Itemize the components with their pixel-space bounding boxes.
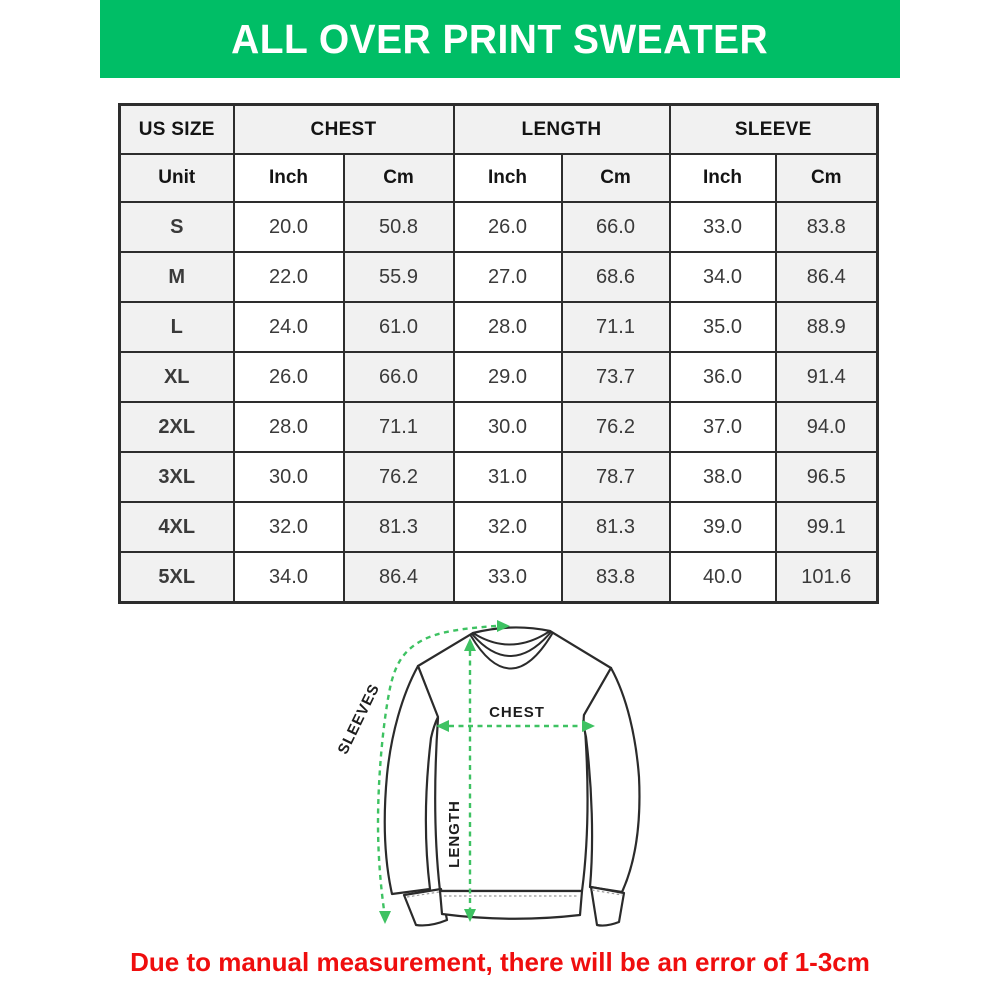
- value-cell: 71.1: [344, 402, 454, 452]
- value-cell: 26.0: [234, 352, 344, 402]
- value-cell: 35.0: [670, 302, 776, 352]
- value-cell: 61.0: [344, 302, 454, 352]
- value-cell: 32.0: [454, 502, 562, 552]
- unit-cell: Cm: [776, 154, 878, 202]
- table-row-4xl: [120, 502, 878, 552]
- value-cell: 55.9: [344, 252, 454, 302]
- unit-cell: Inch: [454, 154, 562, 202]
- unit-cell: Cm: [562, 154, 670, 202]
- value-cell: 96.5: [776, 452, 878, 502]
- sleeve-arrowhead-bottom: [379, 911, 391, 924]
- value-cell: 30.0: [234, 452, 344, 502]
- value-cell: 33.0: [454, 552, 562, 603]
- size-label: 3XL: [120, 452, 234, 502]
- value-cell: 76.2: [344, 452, 454, 502]
- value-cell: 22.0: [234, 252, 344, 302]
- table-row-3xl: [120, 452, 878, 502]
- value-cell: 34.0: [670, 252, 776, 302]
- value-cell: 71.1: [562, 302, 670, 352]
- table-row-l: [120, 302, 878, 352]
- value-cell: 83.8: [562, 552, 670, 603]
- table-row-xl: [120, 352, 878, 402]
- value-cell: 81.3: [562, 502, 670, 552]
- value-cell: 37.0: [670, 402, 776, 452]
- col-header-chest: CHEST: [234, 105, 454, 155]
- value-cell: 86.4: [776, 252, 878, 302]
- value-cell: 94.0: [776, 402, 878, 452]
- value-cell: 29.0: [454, 352, 562, 402]
- table-row-s: [120, 202, 878, 252]
- value-cell: 83.8: [776, 202, 878, 252]
- value-cell: 28.0: [234, 402, 344, 452]
- value-cell: 73.7: [562, 352, 670, 402]
- value-cell: 33.0: [670, 202, 776, 252]
- value-cell: 31.0: [454, 452, 562, 502]
- value-cell: 39.0: [670, 502, 776, 552]
- value-cell: 88.9: [776, 302, 878, 352]
- col-header-length: LENGTH: [454, 105, 670, 155]
- table-unit-row: [120, 154, 878, 202]
- unit-cell: Cm: [344, 154, 454, 202]
- table-group-header-row: [120, 105, 878, 155]
- value-cell: 78.7: [562, 452, 670, 502]
- value-cell: 28.0: [454, 302, 562, 352]
- page-title: ALL OVER PRINT SWEATER: [231, 15, 769, 62]
- table-row-m: [120, 252, 878, 302]
- sweater-measurement-diagram: [318, 603, 702, 948]
- sleeves-label: SLEEVES: [334, 681, 384, 757]
- value-cell: 40.0: [670, 552, 776, 603]
- length-label: LENGTH: [446, 800, 463, 868]
- sweater-right-sleeve: [584, 668, 640, 892]
- measurement-disclaimer: Due to manual measurement, there will be an error of 1-3cm: [130, 947, 870, 977]
- value-cell: 76.2: [562, 402, 670, 452]
- value-cell: 27.0: [454, 252, 562, 302]
- value-cell: 50.8: [344, 202, 454, 252]
- unit-cell: Inch: [234, 154, 344, 202]
- value-cell: 24.0: [234, 302, 344, 352]
- chest-label: CHEST: [489, 704, 545, 721]
- value-cell: 34.0: [234, 552, 344, 603]
- unit-label: Unit: [120, 154, 234, 202]
- value-cell: 36.0: [670, 352, 776, 402]
- value-cell: 81.3: [344, 502, 454, 552]
- unit-cell: Inch: [670, 154, 776, 202]
- size-label: 5XL: [120, 552, 234, 603]
- size-label: L: [120, 302, 234, 352]
- value-cell: 101.6: [776, 552, 878, 603]
- size-label: 4XL: [120, 502, 234, 552]
- size-label: XL: [120, 352, 234, 402]
- value-cell: 30.0: [454, 402, 562, 452]
- col-header-sleeve: SLEEVE: [670, 105, 878, 155]
- value-cell: 68.6: [562, 252, 670, 302]
- size-label: S: [120, 202, 234, 252]
- col-header-us-size: US SIZE: [120, 105, 234, 155]
- value-cell: 38.0: [670, 452, 776, 502]
- size-table: [118, 103, 879, 604]
- table-row-5xl: [120, 552, 878, 603]
- value-cell: 99.1: [776, 502, 878, 552]
- value-cell: 66.0: [344, 352, 454, 402]
- value-cell: 91.4: [776, 352, 878, 402]
- value-cell: 86.4: [344, 552, 454, 603]
- title-banner: [100, 0, 900, 78]
- value-cell: 26.0: [454, 202, 562, 252]
- value-cell: 32.0: [234, 502, 344, 552]
- sweater-left-sleeve: [385, 666, 438, 894]
- value-cell: 20.0: [234, 202, 344, 252]
- table-row-2xl: [120, 402, 878, 452]
- size-label: M: [120, 252, 234, 302]
- sweater-waistband: [440, 891, 582, 919]
- size-label: 2XL: [120, 402, 234, 452]
- value-cell: 66.0: [562, 202, 670, 252]
